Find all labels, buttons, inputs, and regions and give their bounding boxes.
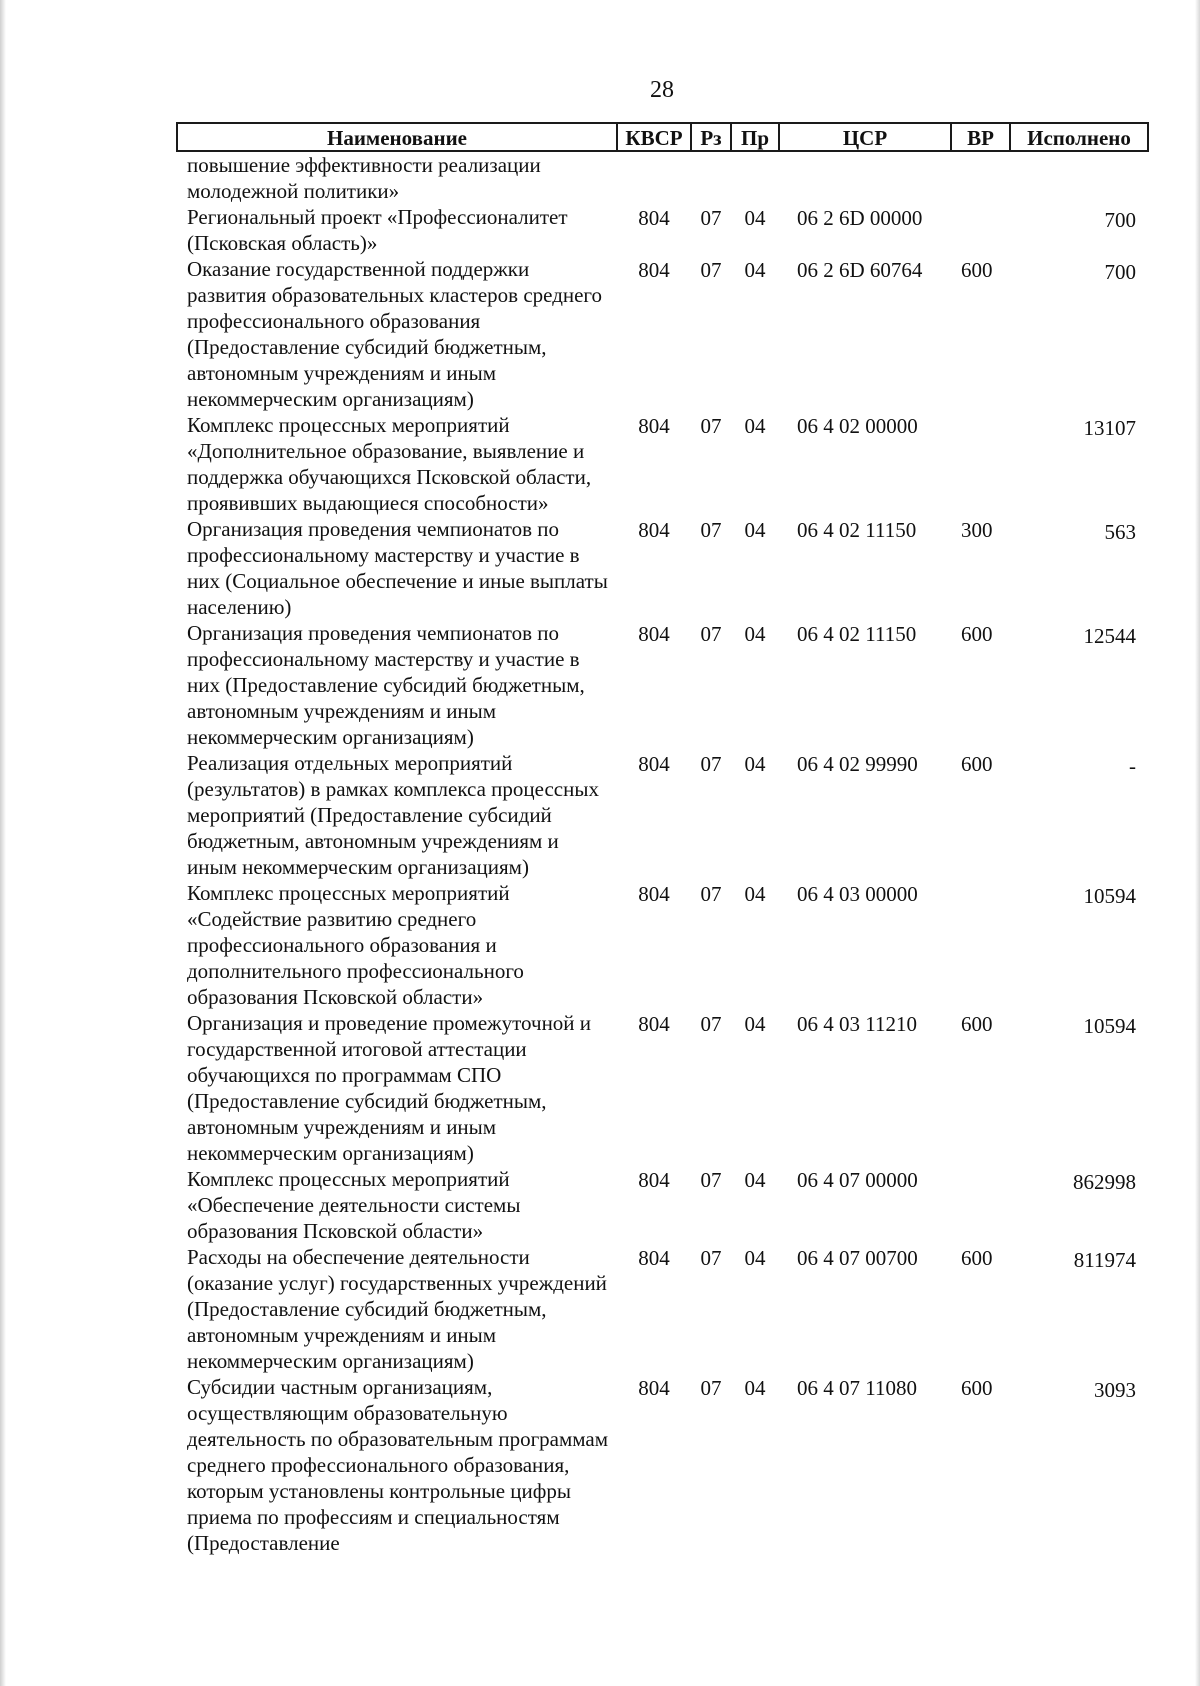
row-vr: 600 xyxy=(961,752,993,776)
table-row xyxy=(177,516,1148,620)
row-vr xyxy=(951,151,1010,204)
row-kvsr: 804 xyxy=(638,752,670,776)
row-name: Расходы на обеспечение деятельности (оказание услуг) государственных учреждений (Предоставление субсидий бюджетным, автономным учреждениям и иным некоммерческим организациям) xyxy=(187,1245,607,1373)
table-row xyxy=(177,412,1148,516)
table-row xyxy=(177,880,1148,1010)
row-name: Комплекс процессных мероприятий «Дополнительное образование, выявление и поддержка обучающихся Псковской области, проявивших выдающиеся способности» xyxy=(187,413,592,515)
header-name: Наименование xyxy=(177,123,617,151)
table-row xyxy=(177,1244,1148,1374)
row-vr: 600 xyxy=(961,258,993,282)
table-row xyxy=(177,1010,1148,1166)
row-name: Организация проведения чемпионатов по профессиональному мастерству и участие в них (Предоставление субсидий бюджетным, автономным учреждениям и иным некоммерческим организациям) xyxy=(187,621,585,749)
row-done: - xyxy=(1129,754,1136,778)
row-rz: 07 xyxy=(700,1012,722,1036)
row-csr: 06 2 6D 60764 xyxy=(797,258,923,282)
header-pr: Пр xyxy=(731,123,779,151)
row-csr: 06 4 02 99990 xyxy=(797,752,918,776)
row-name: Комплекс процессных мероприятий «Обеспечение деятельности системы образования Псковской области» xyxy=(187,1167,521,1243)
row-name: повышение эффективности реализации молодежной политики» xyxy=(187,153,541,203)
row-csr xyxy=(779,151,951,204)
row-vr xyxy=(951,1166,1010,1244)
table-row xyxy=(177,204,1148,256)
row-kvsr: 804 xyxy=(638,206,670,230)
row-kvsr: 804 xyxy=(638,1012,670,1036)
row-pr xyxy=(731,151,779,204)
row-pr: 04 xyxy=(744,1012,766,1036)
row-kvsr: 804 xyxy=(638,1376,670,1400)
row-csr: 06 4 02 00000 xyxy=(797,414,918,438)
row-rz: 07 xyxy=(700,622,722,646)
header-done: Исполнено xyxy=(1010,123,1148,151)
row-done: 13107 xyxy=(1083,416,1136,440)
table-body xyxy=(177,151,1148,1556)
row-rz: 07 xyxy=(700,1376,722,1400)
row-csr: 06 4 02 11150 xyxy=(797,518,917,542)
table-row xyxy=(177,1374,1148,1556)
row-kvsr: 804 xyxy=(638,622,670,646)
row-pr: 04 xyxy=(744,258,766,282)
row-pr: 04 xyxy=(744,882,766,906)
row-csr: 06 4 03 00000 xyxy=(797,882,918,906)
row-pr: 04 xyxy=(744,752,766,776)
row-rz: 07 xyxy=(700,258,722,282)
row-pr: 04 xyxy=(744,414,766,438)
row-vr: 600 xyxy=(961,622,993,646)
table-row xyxy=(177,750,1148,880)
row-kvsr: 804 xyxy=(638,1168,670,1192)
row-rz xyxy=(691,151,731,204)
row-name: Комплекс процессных мероприятий «Содействие развитию среднего профессионального образования и дополнительного профессионального образования Псковской области» xyxy=(187,881,524,1009)
row-csr: 06 4 07 00700 xyxy=(797,1246,918,1270)
header-rz: Рз xyxy=(691,123,731,151)
row-name: Реализация отдельных мероприятий (результатов) в рамках комплекса процессных мероприятий (Предоставление субсидий бюджетным, автономным учреждениям и иным некоммерческим организациям) xyxy=(187,751,599,879)
table-row xyxy=(177,256,1148,412)
row-csr: 06 4 07 11080 xyxy=(797,1376,917,1400)
row-vr: 600 xyxy=(961,1012,993,1036)
row-vr xyxy=(951,204,1010,256)
row-name: Организация проведения чемпионатов по профессиональному мастерству и участие в них (Социальное обеспечение и иные выплаты населению) xyxy=(187,517,608,619)
row-done xyxy=(1010,151,1148,204)
row-kvsr xyxy=(617,151,691,204)
row-rz: 07 xyxy=(700,206,722,230)
row-kvsr: 804 xyxy=(638,258,670,282)
table-header xyxy=(177,123,1148,151)
row-pr: 04 xyxy=(744,1376,766,1400)
table-row xyxy=(177,1166,1148,1244)
row-csr: 06 4 07 00000 xyxy=(797,1168,918,1192)
row-csr: 06 2 6D 00000 xyxy=(797,206,923,230)
scan-left-edge xyxy=(0,0,6,1686)
row-name: Организация и проведение промежуточной и государственной итоговой аттестации обучающихся по программам СПО (Предоставление субсидий бюджетным, автономным учреждениям и иным некоммерческим организациям) xyxy=(187,1011,592,1165)
row-vr: 600 xyxy=(961,1246,993,1270)
row-rz: 07 xyxy=(700,882,722,906)
page-number: 28 xyxy=(650,77,674,103)
row-kvsr: 804 xyxy=(638,414,670,438)
row-vr: 300 xyxy=(961,518,993,542)
row-name: Региональный проект «Профессионалитет (Псковская область)» xyxy=(187,205,568,255)
row-done: 10594 xyxy=(1083,884,1136,908)
row-csr: 06 4 03 11210 xyxy=(797,1012,917,1036)
row-pr: 04 xyxy=(744,622,766,646)
budget-execution-table xyxy=(176,122,1149,1556)
row-name: Оказание государственной поддержки развития образовательных кластеров среднего профессионального образования (Предоставление субсидий бюджетным, автономным учреждениям и иным некоммерческим организациям) xyxy=(187,257,603,411)
header-vr: ВР xyxy=(951,123,1010,151)
row-name: Субсидии частным организациям, осуществляющим образовательную деятельность по образовательным программам среднего профессионального образования, которым установлены контрольные цифры приема по профессиям и специальностям (Предоставление xyxy=(187,1375,609,1555)
table-row xyxy=(177,620,1148,750)
row-rz: 07 xyxy=(700,414,722,438)
header-kvsr: КВСР xyxy=(617,123,691,151)
row-csr: 06 4 02 11150 xyxy=(797,622,917,646)
row-pr: 04 xyxy=(744,206,766,230)
row-rz: 07 xyxy=(700,1246,722,1270)
row-done: 862998 xyxy=(1073,1170,1136,1194)
row-done: 811974 xyxy=(1073,1248,1136,1272)
row-vr xyxy=(951,412,1010,516)
row-kvsr: 804 xyxy=(638,882,670,906)
row-done: 700 xyxy=(1104,208,1136,232)
row-kvsr: 804 xyxy=(638,518,670,542)
row-kvsr: 804 xyxy=(638,1246,670,1270)
row-pr: 04 xyxy=(744,1246,766,1270)
row-pr: 04 xyxy=(744,1168,766,1192)
header-row xyxy=(177,123,1148,151)
row-done: 12544 xyxy=(1083,624,1136,648)
row-vr: 600 xyxy=(961,1376,993,1400)
row-rz: 07 xyxy=(700,1168,722,1192)
row-done: 10594 xyxy=(1083,1014,1136,1038)
row-rz: 07 xyxy=(700,518,722,542)
row-done: 563 xyxy=(1104,520,1136,544)
row-pr: 04 xyxy=(744,518,766,542)
scan-right-edge xyxy=(1195,0,1200,1686)
row-done: 3093 xyxy=(1094,1378,1136,1402)
header-csr: ЦСР xyxy=(779,123,951,151)
row-vr xyxy=(951,880,1010,1010)
row-done: 700 xyxy=(1104,260,1136,284)
row-rz: 07 xyxy=(700,752,722,776)
table-row xyxy=(177,151,1148,204)
